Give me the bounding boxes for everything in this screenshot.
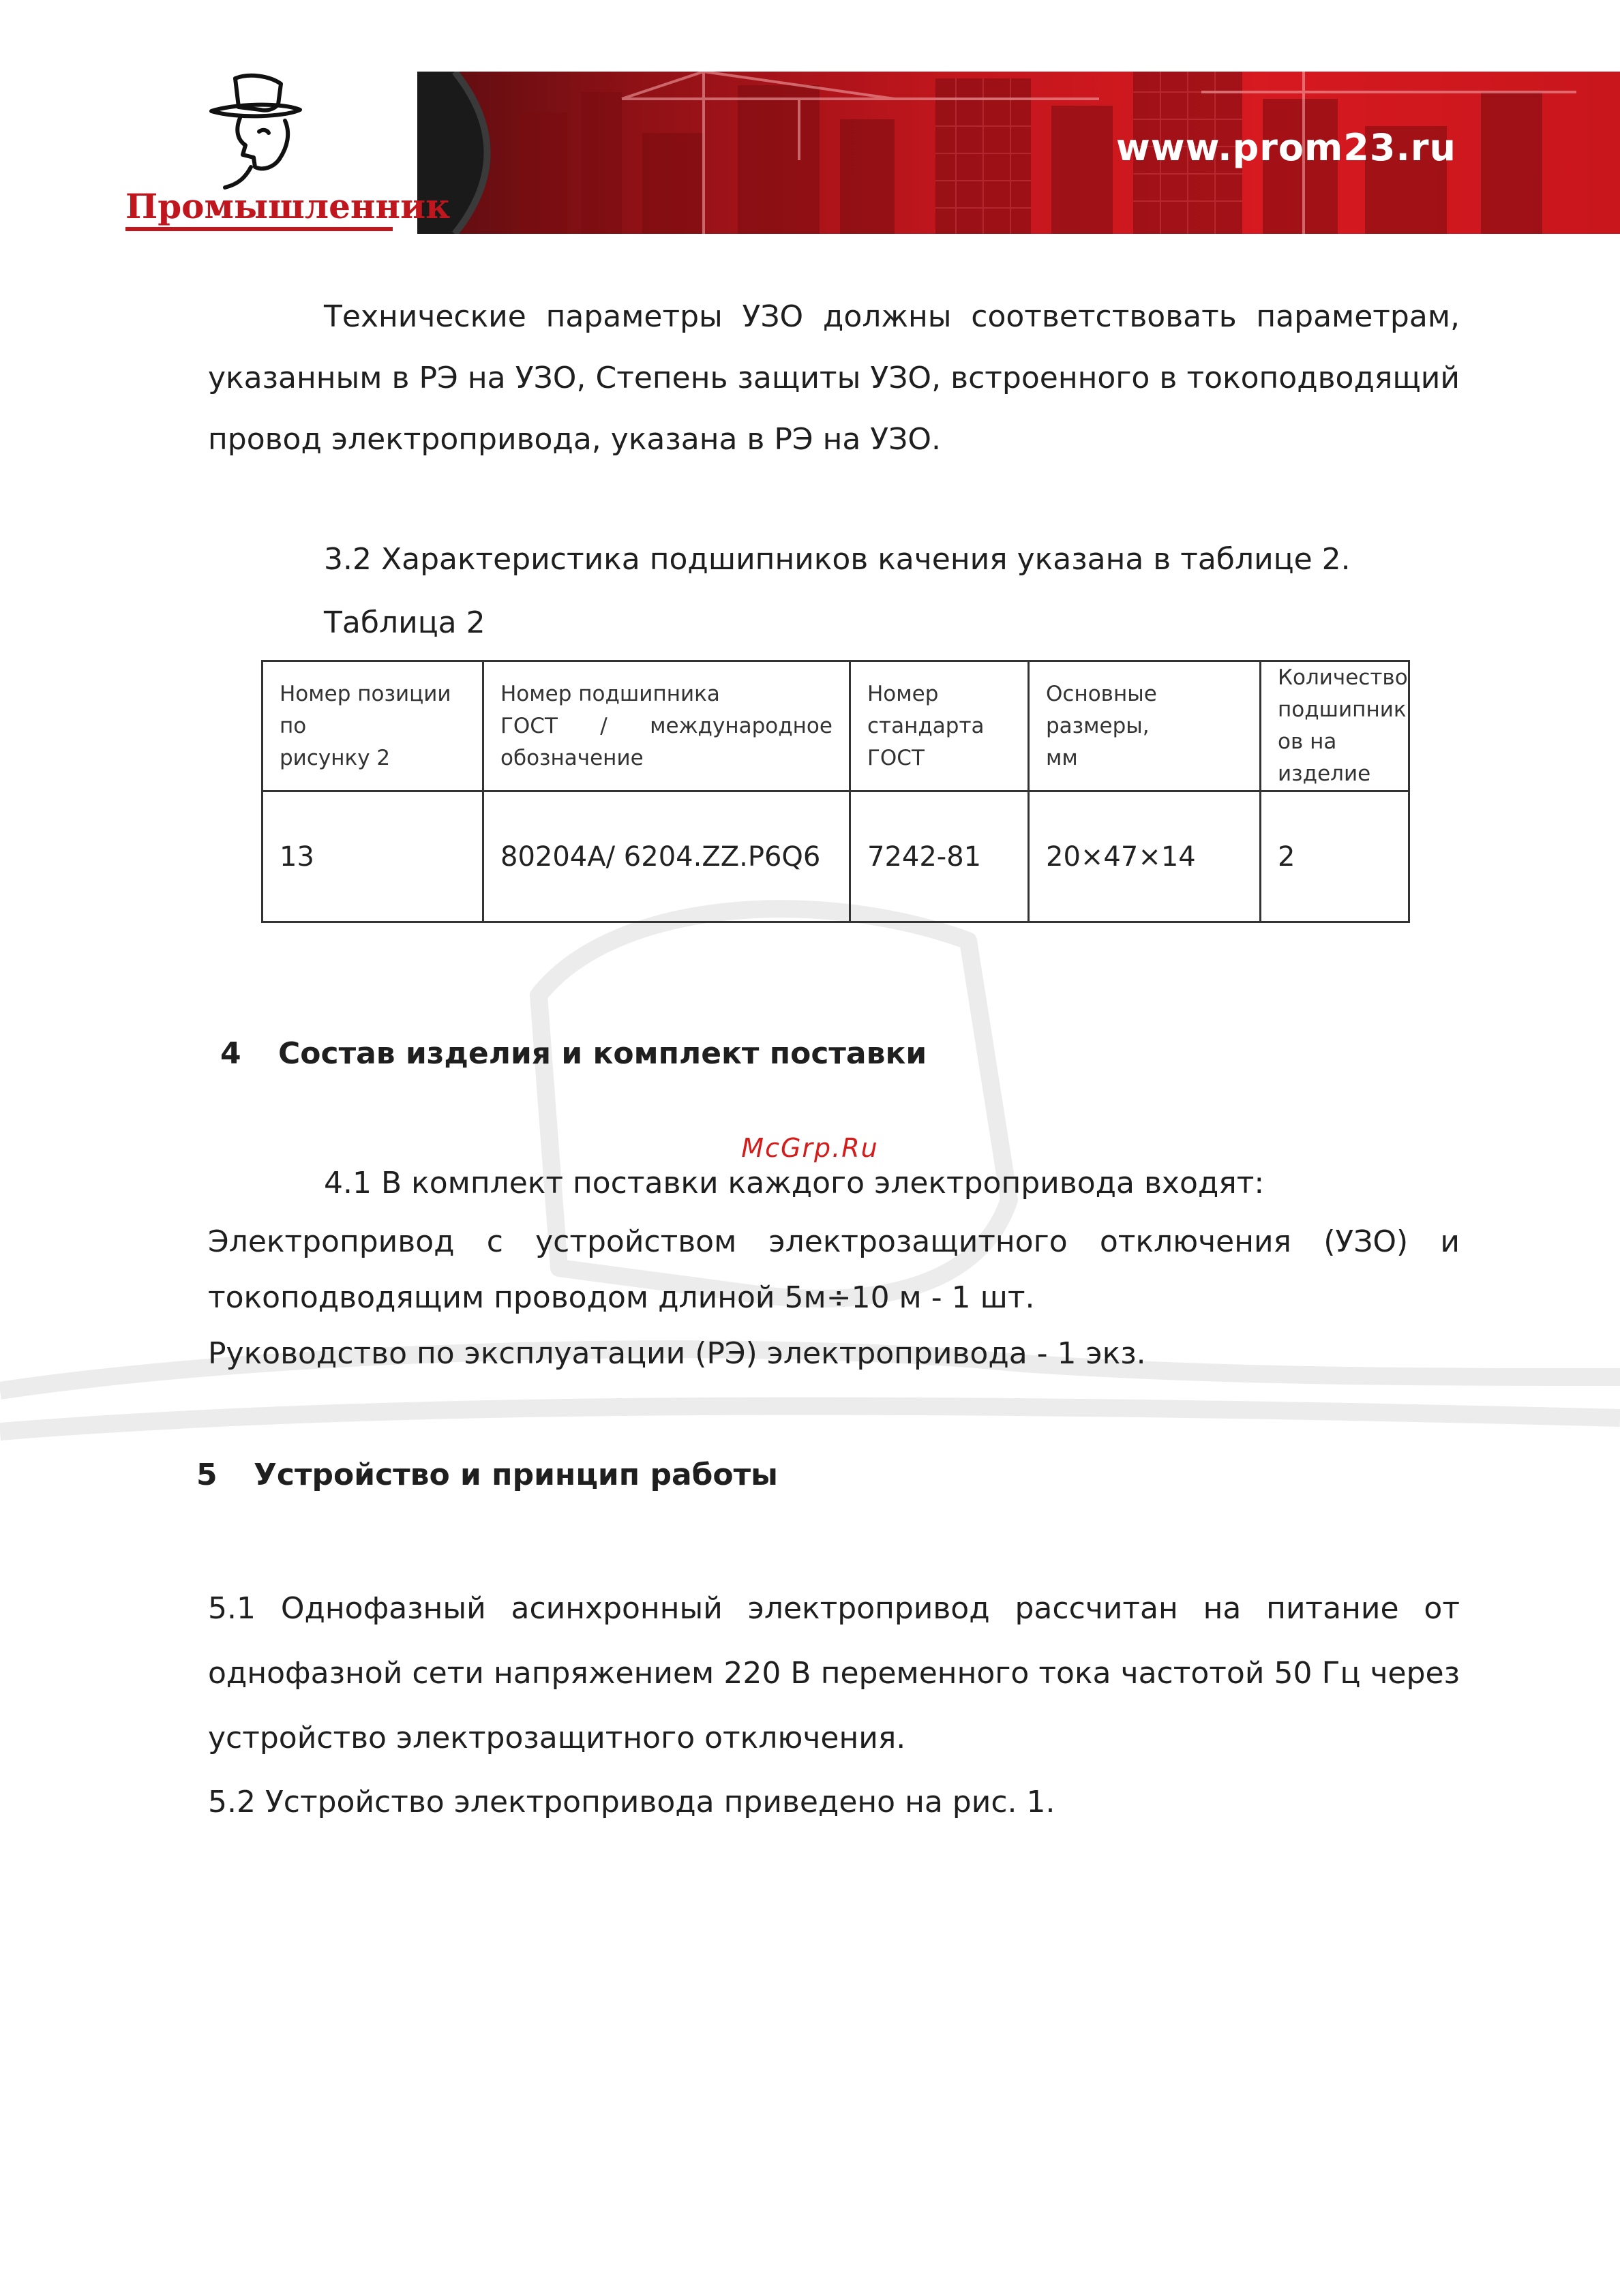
header-banner <box>417 72 1620 234</box>
delivery-line-2: токоподводящим проводом длиной 5м÷10 м - 1 шт. <box>208 1280 1035 1315</box>
header-standard-number: Номер стандарта ГОСТ <box>850 661 1029 791</box>
header-bearing-count: Количество подшипник ов на изделие <box>1261 661 1409 791</box>
item-3-2: 3.2 Характеристика подшипников качения указана в таблице 2. <box>324 542 1351 577</box>
cell-position: 13 <box>262 791 483 922</box>
section-5-title: Устройство и принцип работы <box>254 1457 778 1492</box>
item-5-2: 5.2 Устройство электропривода приведено на рис. 1. <box>208 1785 1055 1819</box>
header-bearing-number: Номер подшипника ГОСТ / международное обозначение <box>483 661 850 791</box>
bearings-table <box>261 660 1410 923</box>
site-url[interactable]: www.prom23.ru <box>1115 126 1456 169</box>
table-caption: Таблица 2 <box>324 605 485 640</box>
cell-bearing: 80204A/ 6204.ZZ.P6Q6 <box>483 791 850 922</box>
header-main-dimensions: Основные размеры, мм <box>1029 661 1261 791</box>
logo-underline <box>125 227 393 231</box>
cell-standard: 7242-81 <box>850 791 1029 922</box>
section-4-number: 4 <box>220 1036 241 1071</box>
cell-count: 2 <box>1261 791 1409 922</box>
table-header-row <box>262 661 1409 791</box>
item-5-1: 5.1 Однофазный асинхронный электропривод рассчитан на питание от однофазной сети напряжением 220 В переменного тока частотой 50 Гц через устройство электрозащитного отключения. <box>208 1591 1460 1755</box>
section-5-number: 5 <box>196 1457 217 1492</box>
section-5-heading <box>196 1457 778 1492</box>
delivery-line-3: Руководство по эксплуатации (РЭ) электропривода - 1 экз. <box>208 1336 1146 1371</box>
header-position-number: Номер позиции по рисунку 2 <box>262 661 483 791</box>
uzo-parameters-paragraph: Технические параметры УЗО должны соответствовать параметрам, указанным в РЭ на УЗО, Степень защиты УЗО, встроенного в токоподводящий провод электропривода, указана в РЭ на УЗО. <box>208 299 1460 457</box>
page-header <box>0 0 1620 239</box>
cell-dimensions: 20×47×14 <box>1029 791 1261 922</box>
section-4-heading <box>220 1036 927 1071</box>
delivery-line-1: Электропривод с устройством электрозащитного отключения (УЗО) и <box>208 1224 1460 1259</box>
section-4-title: Состав изделия и комплект поставки <box>278 1036 927 1071</box>
watermark-site-label: McGrp.Ru <box>741 1133 879 1163</box>
top-hat-man-icon <box>198 72 314 191</box>
item-4-1: 4.1 В комплект поставки каждого электропривода входят: <box>324 1166 1265 1200</box>
table-row <box>262 791 1409 922</box>
company-logo <box>116 72 451 235</box>
logo-wordmark: Промышленник <box>125 186 451 226</box>
